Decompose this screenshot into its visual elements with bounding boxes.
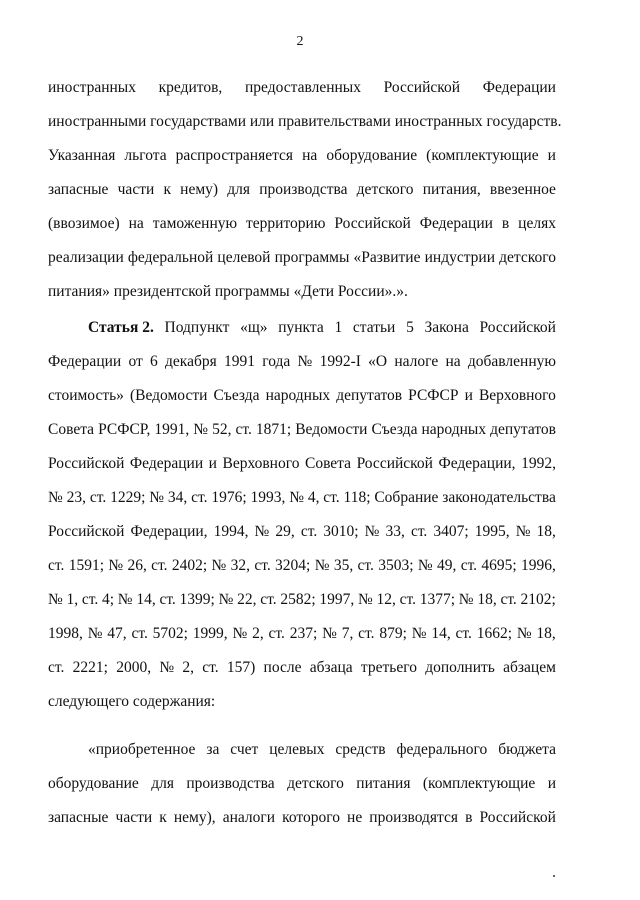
- word: 6: [150, 353, 158, 370]
- word: ст.: [410, 523, 428, 540]
- word: оборудование: [326, 147, 418, 164]
- word: 3204;: [275, 557, 311, 574]
- word: Верховного: [478, 387, 556, 404]
- word: 18,: [536, 523, 556, 540]
- word: депутатов: [336, 387, 403, 404]
- word: 1377;: [419, 591, 456, 608]
- word: и: [547, 775, 556, 792]
- text-line-7: питания» президентской программы «Дети России».».: [48, 283, 408, 300]
- word: Верховного: [222, 455, 300, 472]
- word: 1994,: [213, 523, 249, 540]
- word: №: [149, 489, 165, 506]
- word: абзаца: [309, 659, 353, 676]
- page-number: 2: [296, 34, 304, 49]
- word: за: [206, 741, 220, 758]
- word: федеральной: [127, 249, 214, 266]
- word: №: [159, 659, 175, 676]
- word: 32,: [230, 557, 251, 574]
- word: №: [411, 625, 427, 642]
- text-line-8: [88, 318, 556, 338]
- word: 1998,: [48, 625, 83, 642]
- word: ст.: [268, 625, 285, 642]
- word: индустрии: [424, 249, 496, 266]
- word: (Ведомости: [129, 387, 208, 404]
- word: аналоги: [222, 809, 276, 826]
- word: РСФСР: [408, 387, 459, 404]
- word: 7,: [341, 625, 354, 642]
- word: №: [87, 625, 103, 642]
- word: и: [208, 455, 217, 472]
- word: ст.: [151, 557, 168, 574]
- word: 14,: [136, 591, 156, 608]
- word: №: [254, 523, 270, 540]
- text-line-1: [48, 78, 556, 98]
- word: питания: [356, 775, 411, 792]
- word: 1662;: [476, 625, 512, 642]
- word: №: [516, 625, 532, 642]
- word: производства: [186, 775, 275, 792]
- word: 1991,: [154, 421, 190, 438]
- word: «приобретенное: [88, 741, 196, 758]
- text-line-6: [48, 248, 556, 268]
- word: 22,: [237, 591, 257, 608]
- word: №: [358, 591, 373, 608]
- word: ст.: [460, 557, 478, 574]
- word: ст.: [191, 489, 208, 506]
- word: 2102;: [520, 591, 556, 608]
- word: 1992,: [521, 455, 556, 472]
- word: ст.: [358, 625, 375, 642]
- word: федерального: [396, 741, 488, 758]
- word: 12,: [376, 591, 396, 608]
- word: №: [48, 591, 63, 608]
- word: детского: [499, 249, 556, 266]
- text-line-18: [48, 658, 556, 678]
- word: 18,: [536, 625, 556, 642]
- word: Федерации: [482, 79, 556, 96]
- word: ст.: [357, 557, 374, 574]
- word: Совета: [304, 455, 352, 472]
- word: 4,: [307, 489, 320, 506]
- word: 3010;: [323, 523, 359, 540]
- word: ст.: [399, 591, 417, 608]
- word: 29,: [275, 523, 295, 540]
- word: 118;: [343, 489, 371, 506]
- word: №: [322, 625, 337, 642]
- word: после: [263, 659, 302, 676]
- word: 1995,: [474, 523, 510, 540]
- word: целевой: [217, 249, 271, 266]
- text-line-5: [48, 214, 556, 234]
- word: №: [515, 523, 531, 540]
- word: 879;: [379, 625, 407, 642]
- word: 1871;: [255, 421, 292, 438]
- word: программы: [274, 249, 350, 266]
- word: Российской: [334, 215, 411, 232]
- word: иностранных: [48, 79, 136, 96]
- text-line-19: следующего содержания:: [48, 693, 216, 710]
- word: в: [501, 215, 510, 232]
- word: Российской: [48, 455, 125, 472]
- word: запасные: [48, 181, 109, 198]
- scan-speck: [553, 875, 555, 877]
- article-heading: Статья 2.: [88, 319, 154, 336]
- word: Собрание: [374, 489, 439, 506]
- word: 237;: [289, 625, 318, 642]
- text-line-21: [48, 774, 556, 794]
- word: бюджета: [498, 741, 556, 758]
- word: (комплектующие: [426, 147, 539, 164]
- word: №: [193, 421, 209, 438]
- word: предоставленных: [245, 79, 361, 96]
- word: территорию: [246, 215, 326, 232]
- word: №: [117, 591, 133, 608]
- word: распространяется: [175, 147, 294, 164]
- word: добавленную: [467, 353, 556, 370]
- word: 4695;: [481, 557, 517, 574]
- word: ст.: [159, 591, 176, 608]
- word: ст.: [131, 625, 148, 642]
- word: №: [297, 353, 313, 370]
- text-line-2: иностранными государствами или правительствами иностранных государств.: [48, 113, 562, 130]
- word: Ведомости: [295, 421, 368, 438]
- word: ст.: [48, 557, 65, 574]
- word: Российской: [479, 319, 556, 336]
- word: ст.: [202, 659, 219, 676]
- word: производятся: [369, 809, 459, 826]
- word: ст.: [89, 489, 107, 506]
- word: декабря: [165, 353, 217, 370]
- word: 1999,: [192, 625, 228, 642]
- word: налоге: [394, 353, 439, 370]
- word: Федерации,: [130, 523, 208, 540]
- word: Федерации,: [438, 455, 516, 472]
- text-line-9: [48, 352, 556, 372]
- word: 2000,: [116, 659, 152, 676]
- word: 2,: [182, 659, 194, 676]
- word: части: [115, 809, 153, 826]
- text-line-11: [48, 420, 556, 440]
- text-line-17: [48, 624, 556, 644]
- word: Подпункт: [164, 319, 230, 336]
- word: Съезда: [213, 387, 260, 404]
- word: 5: [406, 319, 414, 336]
- word: Российской: [383, 79, 461, 96]
- word: 2,: [252, 625, 264, 642]
- word: №: [211, 557, 227, 574]
- word: №: [417, 557, 433, 574]
- word: целях: [518, 215, 556, 232]
- word: Российской: [479, 809, 556, 826]
- text-line-12: [48, 454, 556, 474]
- text-line-15: [48, 556, 556, 576]
- word: 1591;: [68, 557, 105, 574]
- word: на: [302, 147, 318, 164]
- word: №: [458, 591, 474, 608]
- word: счет: [230, 741, 259, 758]
- word: 35,: [333, 557, 354, 574]
- word: 34,: [167, 489, 188, 506]
- word: целевых: [269, 741, 325, 758]
- word: Федерации: [129, 455, 204, 472]
- word: 23,: [66, 489, 87, 506]
- word: оборудование: [48, 775, 139, 792]
- word: абзацем: [503, 659, 556, 676]
- word: №: [108, 557, 124, 574]
- word: законодательства: [442, 489, 556, 506]
- word: 4;: [102, 591, 115, 608]
- word: для: [151, 775, 174, 792]
- word: 1997,: [319, 591, 355, 608]
- word: 1992-I: [319, 353, 361, 370]
- word: Федерации: [419, 215, 493, 232]
- word: и: [547, 147, 556, 164]
- word: 1399;: [179, 591, 215, 608]
- word: 2582;: [280, 591, 316, 608]
- word: от: [128, 353, 143, 370]
- word: в: [465, 809, 473, 826]
- word: №: [48, 489, 63, 506]
- word: (ввозимое): [48, 215, 120, 232]
- word: №: [232, 625, 248, 642]
- word: на: [445, 353, 461, 370]
- text-segment: Указанная: [48, 147, 116, 164]
- word: таможенную: [152, 215, 238, 232]
- word: 33,: [385, 523, 405, 540]
- word: №: [218, 591, 234, 608]
- word: Российской: [356, 455, 433, 472]
- word: 1993,: [250, 489, 286, 506]
- text-segment: Российской: [48, 523, 125, 540]
- text-line-13: [48, 488, 556, 508]
- word: ст.: [48, 659, 65, 676]
- word: 26,: [127, 557, 147, 574]
- word: 14,: [431, 625, 451, 642]
- word: №: [289, 489, 304, 506]
- word: средств: [335, 741, 386, 758]
- word: 3503;: [378, 557, 414, 574]
- word: питания,: [422, 181, 481, 198]
- word: статьи: [352, 319, 396, 336]
- text-line-22: [48, 808, 556, 828]
- word: 157): [226, 659, 256, 676]
- word: 52,: [212, 421, 232, 438]
- word: на: [128, 215, 144, 232]
- word: ст.: [260, 591, 277, 608]
- word: 1976;: [211, 489, 247, 506]
- word: третьего: [360, 659, 417, 676]
- word: запасные: [48, 809, 109, 826]
- word: ввезенное: [489, 181, 556, 198]
- word: к: [163, 181, 171, 198]
- word: РСФСР,: [98, 421, 151, 438]
- word: (комплектующие: [422, 775, 536, 792]
- text-line-4: [48, 180, 556, 200]
- word: не: [347, 809, 363, 826]
- word: ст.: [455, 625, 472, 642]
- word: реализации: [48, 249, 124, 266]
- word: ст.: [235, 421, 252, 438]
- word: ст.: [500, 591, 517, 608]
- word: 47,: [107, 625, 127, 642]
- word: 1229;: [110, 489, 146, 506]
- word: для: [227, 181, 251, 198]
- word: года: [262, 353, 291, 370]
- word: народных: [421, 421, 487, 438]
- word: дополнить: [425, 659, 495, 676]
- text-line-16: [48, 590, 556, 610]
- word: нему),: [173, 809, 216, 826]
- word: кредитов,: [158, 79, 223, 96]
- word: «щ»: [240, 319, 268, 336]
- word: Федерации: [48, 353, 122, 370]
- text-line-10: [48, 386, 556, 406]
- word: Съезда: [371, 421, 418, 438]
- text-line-14: [48, 522, 556, 542]
- word: стоимость»: [48, 387, 124, 404]
- word: народных: [265, 387, 331, 404]
- word: и: [464, 387, 473, 404]
- word: 1: [334, 319, 343, 336]
- word: «О: [368, 353, 388, 370]
- word: ст.: [323, 489, 340, 506]
- word: №: [314, 557, 330, 574]
- word: части: [117, 181, 155, 198]
- word: льгота: [124, 147, 167, 164]
- word: депутатов: [490, 421, 556, 438]
- text-line-3: [48, 146, 556, 166]
- word: 49,: [436, 557, 457, 574]
- word: ст.: [300, 523, 318, 540]
- word: 2402;: [171, 557, 208, 574]
- word: 1996,: [521, 557, 556, 574]
- word: детского: [356, 181, 414, 198]
- word: «Развитие: [353, 249, 421, 266]
- word: ст.: [81, 591, 99, 608]
- word: которого: [282, 809, 340, 826]
- word: 5702;: [152, 625, 188, 642]
- word: №: [364, 523, 380, 540]
- word: производства: [259, 181, 348, 198]
- word: ст.: [254, 557, 271, 574]
- word: 2221;: [72, 659, 108, 676]
- word: пункта: [278, 319, 324, 336]
- word: 18,: [477, 591, 497, 608]
- text-line-20: [88, 740, 556, 760]
- word: 1991: [224, 353, 255, 370]
- word: детского: [287, 775, 344, 792]
- word: Закона: [424, 319, 469, 336]
- word: 1,: [66, 591, 79, 608]
- word: 3407;: [433, 523, 469, 540]
- word: Совета: [48, 421, 95, 438]
- word: нему): [180, 181, 219, 198]
- word: к: [159, 809, 167, 826]
